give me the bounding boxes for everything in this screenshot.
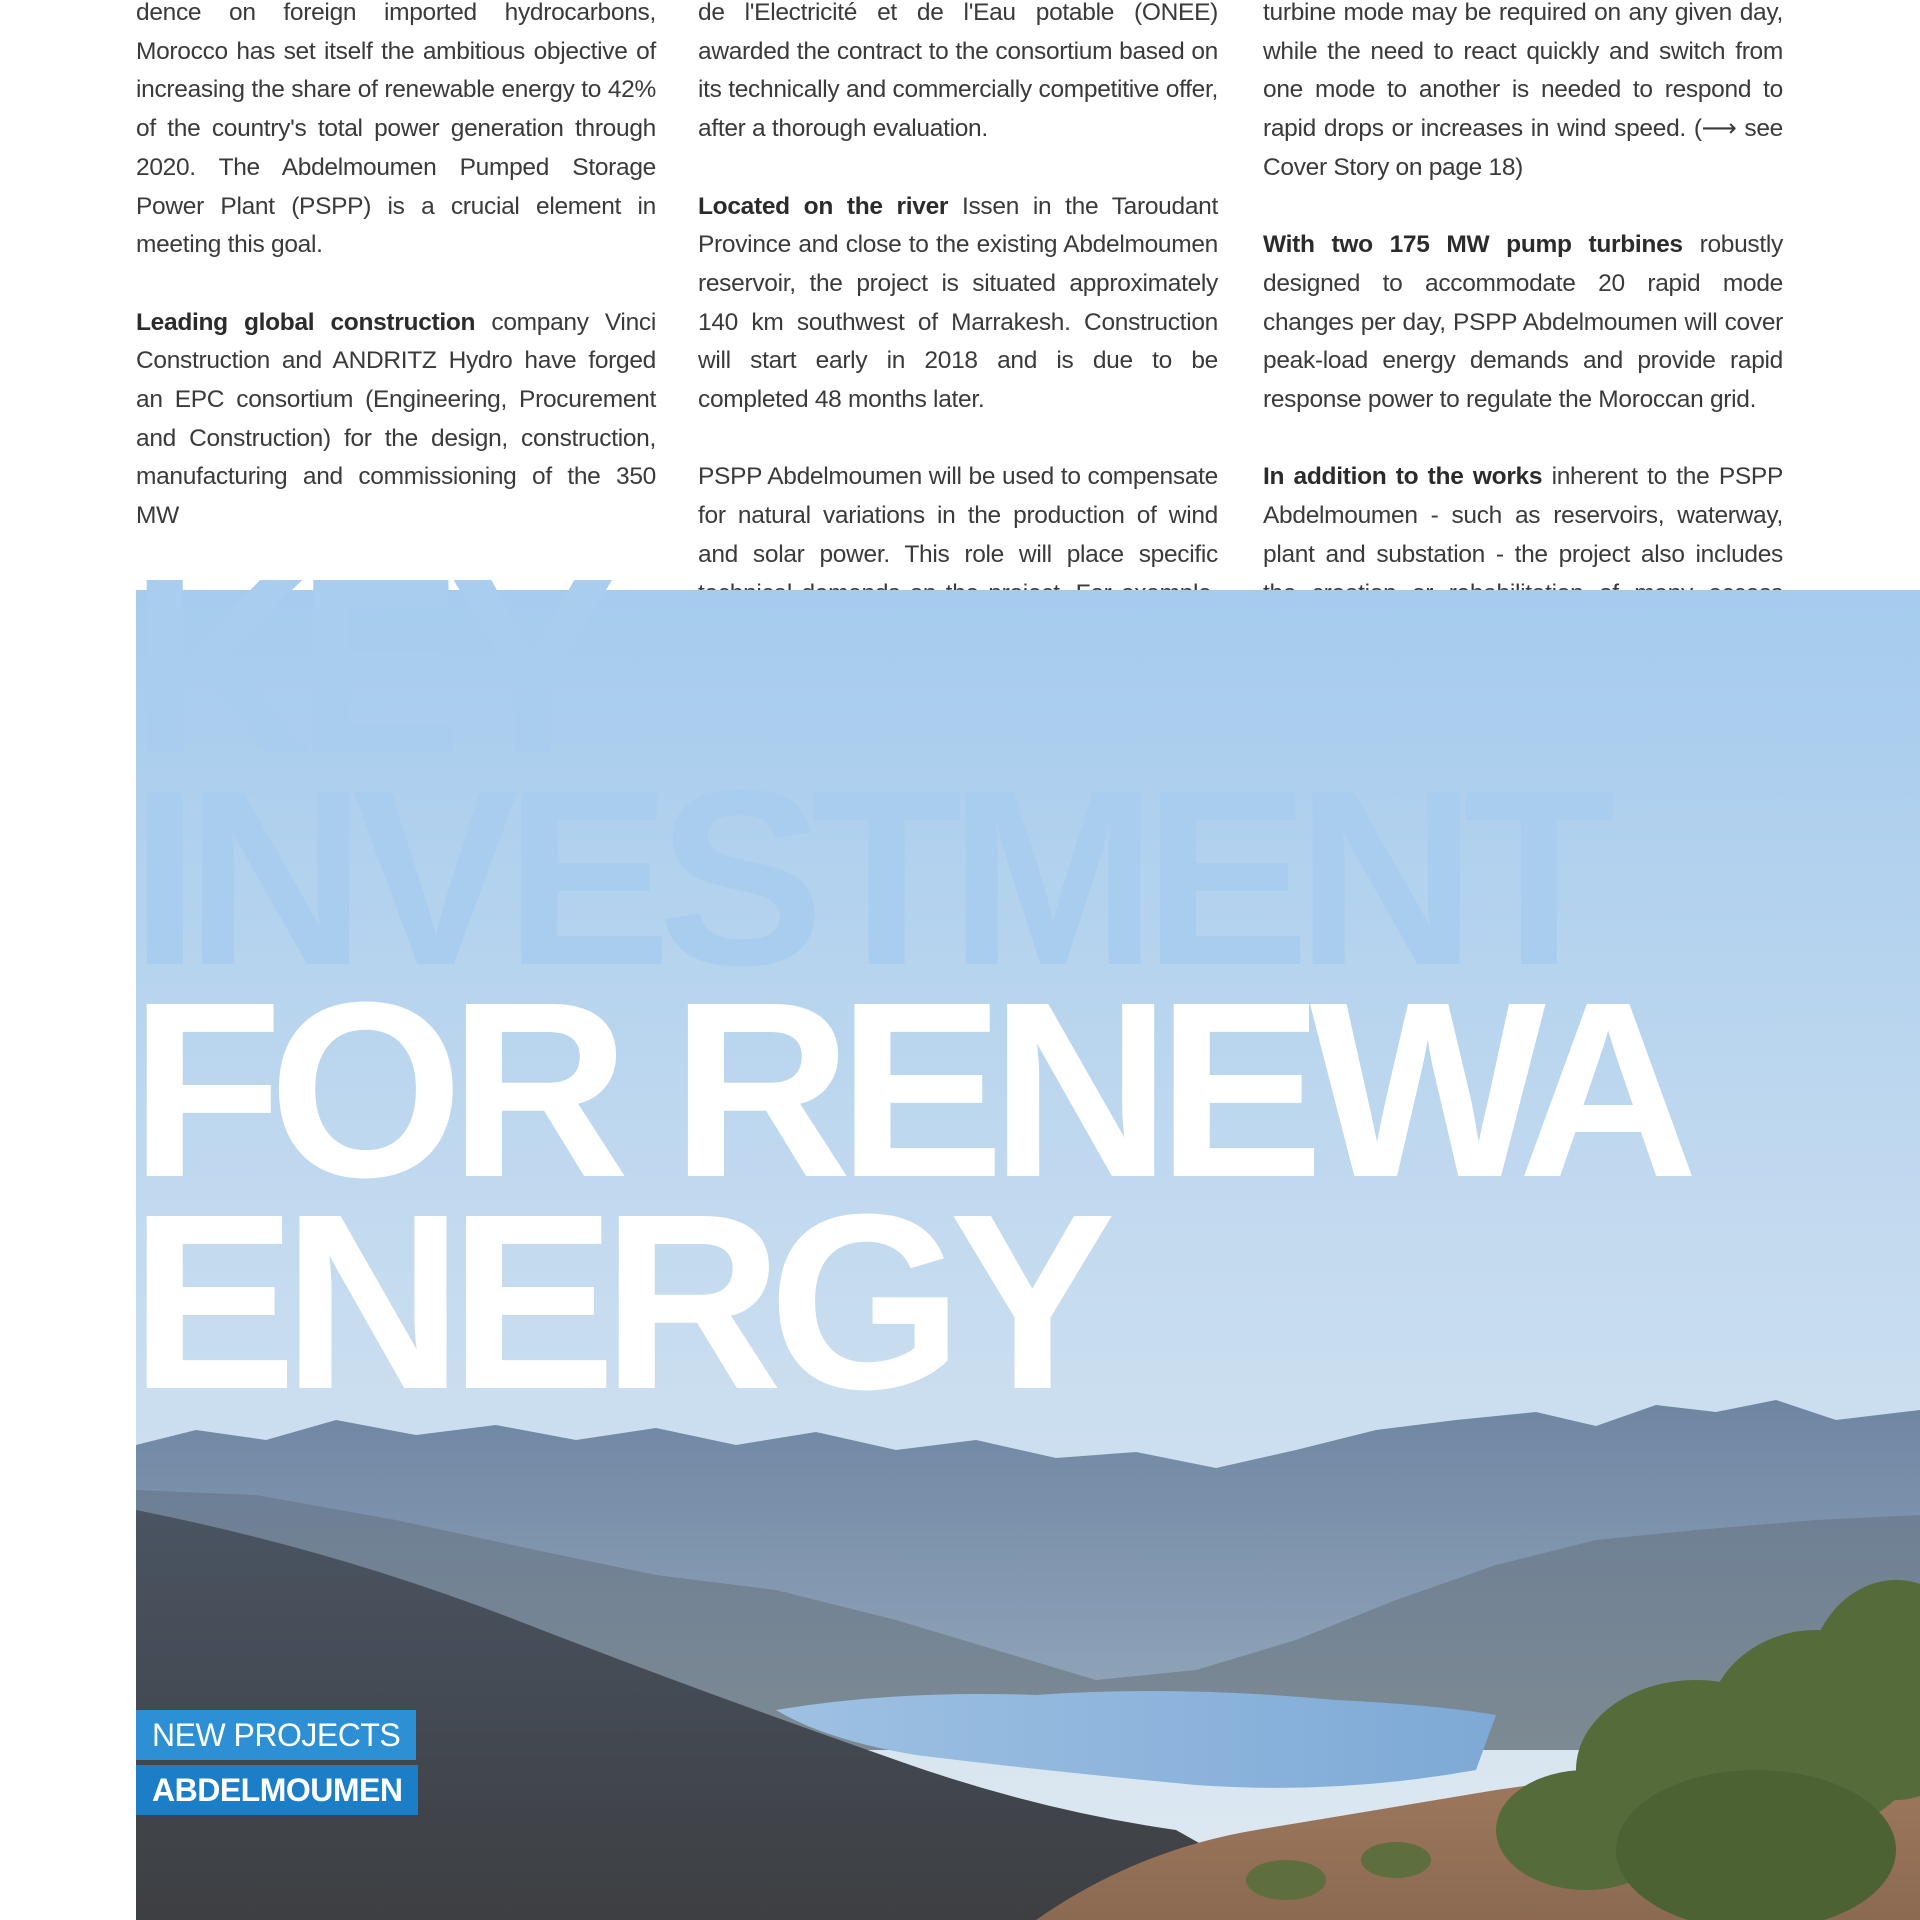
paragraph: turbine mode may be required on any given day, while the need to react quickly and switch from one mode to another is needed to respond to rapid drops or increases in wind speed. (⟶ see Cover Story on page 18) <box>1263 0 1783 181</box>
lead-in: Leading global construction <box>136 308 476 336</box>
lead-in: With two 175 MW pump turbines <box>1263 231 1683 259</box>
lead-in: In addition to the works <box>1263 463 1543 491</box>
paragraph: Located on the river Issen in the Taroudant Province and close to the existing Abdelmoumen reservoir, the project is situated approximately 140 km southwest of Marrakesh. Construction will start early in 2018 and is due to be completed 48 months later. <box>698 192 1218 414</box>
paragraph: PSPP Abdelmoumen will be used to compensate for natural variations in the production of wind and solar power. This role will place specific <box>698 463 1218 568</box>
headline <box>130 526 1920 1460</box>
paragraph: de l'Electricité et de l'Eau potable (ONEE) awarded the contract to the consortium based on its technically and commercially competitive offer, after a thorough evaluation. <box>698 0 1218 143</box>
paragraph: dence on foreign imported hydrocarbons, Morocco has set itself the ambitious objective of increasing the share of renewable energy to 42% of the country's total power generation through 2020. The Abdelmoumen Pumped Storage Power Plant (PSPP) is a crucial element in meeting this goal. <box>136 0 656 259</box>
headline-line-2: INVESTMENT <box>130 738 1602 1017</box>
lead-in: Located on the river <box>698 192 949 220</box>
section-tag: NEW PROJECTS <box>136 1710 416 1760</box>
project-tag: ABDELMOUMEN <box>136 1765 418 1815</box>
paragraph: With two 175 MW pump turbines robustly designed to accommodate 20 rapid mode changes per day, PSPP Abdelmoumen will cover peak-load energy demands and provide rapid response power to regulate the Moroccan grid. <box>1263 231 1783 414</box>
headline-line-1: KEY <box>130 526 603 805</box>
headline-line-3: FOR RENEWA <box>130 950 1685 1229</box>
headline-line-4: ENERGY <box>130 1162 1102 1441</box>
paragraph: Leading global construction company Vinci Construction and ANDRITZ Hydro have forged an EPC consortium (Engineering, Procurement and Construction) for the design, construction, manufacturing and commissioning of the 350 MW <box>136 308 656 530</box>
paragraph: In addition to the works inherent to the PSPP Abdelmoumen - such as reservoirs, waterway, plant and substation - the project also includes <box>1263 463 1784 568</box>
article-column-1 <box>136 0 656 575</box>
